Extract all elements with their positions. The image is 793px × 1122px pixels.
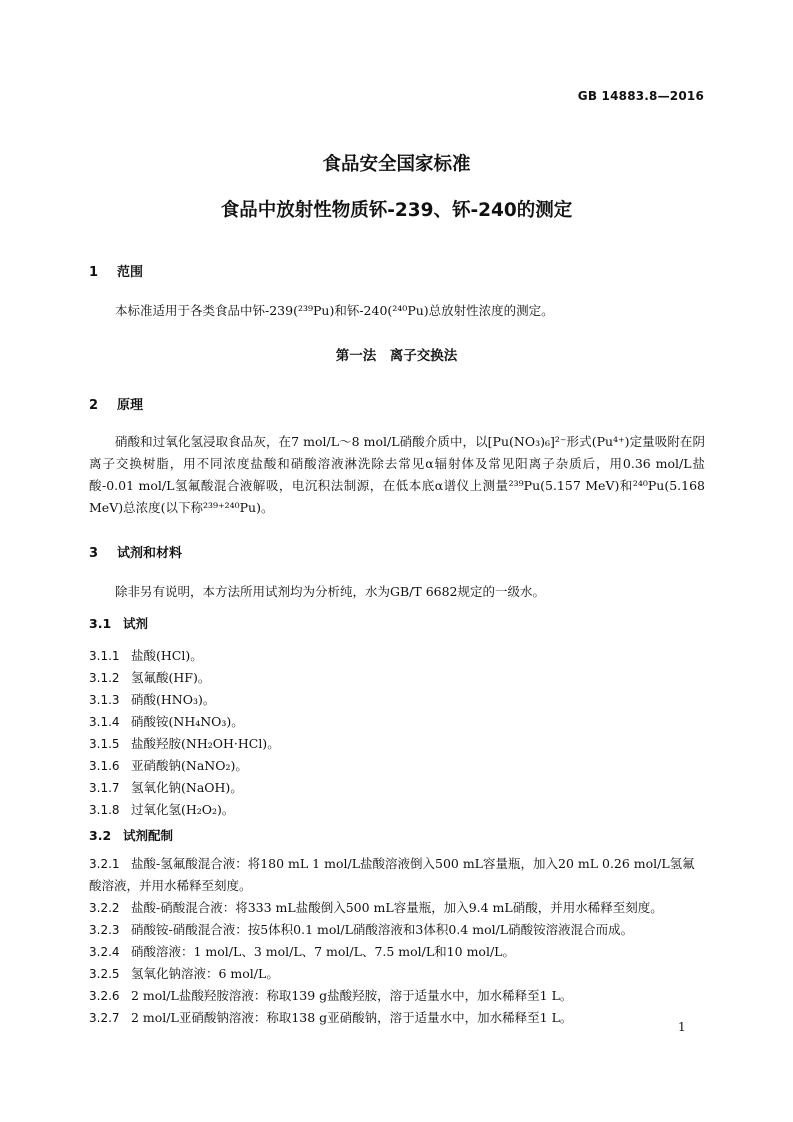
section-number: 3.1 (89, 616, 112, 631)
section-3-heading (89, 542, 182, 561)
list-item: 3.2.7 2 mol/L亚硝酸钠溶液：称取138 g亚硝酸钠，溶于适量水中，加水稀释至1 L。 (89, 1010, 573, 1025)
section-title: 试剂 (123, 616, 149, 631)
section-title: 试剂和材料 (117, 546, 183, 561)
section-2-text: 硝酸和过氧化氢浸取食品灰，在7 mol/L～8 mol/L硝酸介质中，以[Pu(NO₃)₆]²⁻形式(Pu⁴⁺)定量吸附在阴离子交换树脂，用不同浓度盐酸和硝酸溶液淋洗除去常见α辐射体及常见阳离子杂质后，用0.36 mol/L盐酸-0.01 mol/L氢氟酸混合液解吸，电沉积法制源，在低本底α谱仪上测量²³⁹Pu(5.157 MeV)和²⁴⁰Pu(5.168 MeV)总浓度(以下称²³⁹⁺²⁴⁰Pu)。 (89, 434, 705, 515)
standard-code: GB 14883.8—2016 (577, 89, 704, 103)
section-title: 试剂配制 (123, 828, 174, 843)
section-number: 1 (89, 265, 99, 280)
list-item: 3.2.4 硝酸溶液：1 mol/L、3 mol/L、7 mol/L、7.5 mol/L和10 mol/L。 (89, 944, 515, 959)
list-item: 3.2.6 2 mol/L盐酸羟胺溶液：称取139 g盐酸羟胺，溶于适量水中，加水稀释至1 L。 (89, 988, 573, 1003)
page-number: 1 (678, 1020, 686, 1034)
list-item: 3.1.4 硝酸铵(NH₄NO₃)。 (89, 714, 244, 729)
list-item: 3.1.7 氢氧化钠(NaOH)。 (89, 780, 243, 795)
list-item: 3.1.6 亚硝酸钠(NaNO₂)。 (89, 758, 248, 773)
section-1-heading (89, 261, 143, 280)
list-item: 3.1.3 硝酸(HNO₃)。 (89, 692, 216, 707)
section-3-1-heading (89, 614, 148, 632)
section-number: 3 (89, 546, 99, 561)
list-item: 3.2.1 盐酸-氢氟酸混合液：将180 mL 1 mol/L盐酸溶液倒入500 mL容量瓶，加入20 mL 0.26 mol/L氢氟酸溶液，并用水稀释至刻度。 (89, 856, 695, 893)
list-item: 3.2.3 硝酸铵-硝酸混合液：按5体积0.1 mol/L硝酸溶液和3体积0.4 mol/L硝酸铵溶液混合而成。 (89, 922, 634, 937)
method-heading: 第一法 离子交换法 (335, 348, 458, 364)
section-number: 3.2 (89, 828, 112, 843)
list-item: 3.1.8 过氧化氢(H₂O₂)。 (89, 802, 235, 817)
list-item: 3.1.2 氢氟酸(HF)。 (89, 670, 211, 685)
document-subtitle: 食品中放射性物质钚-239、钚-240的测定 (220, 200, 573, 221)
section-3-text: 除非另有说明，本方法所用试剂均为分析纯，水为GB/T 6682规定的一级水。 (115, 584, 546, 599)
list-item: 3.2.5 氢氧化钠溶液：6 mol/L。 (89, 966, 279, 981)
section-2-heading (89, 394, 143, 413)
list-item: 3.2.2 盐酸-硝酸混合液：将333 mL盐酸倒入500 mL容量瓶，加入9.4 mL硝酸，并用水稀释至刻度。 (89, 900, 663, 915)
section-title: 原理 (117, 398, 144, 413)
section-title: 范围 (117, 265, 144, 280)
list-item: 3.1.5 盐酸羟胺(NH₂OH·HCl)。 (89, 736, 280, 751)
section-3-2-heading (89, 826, 173, 844)
document-title: 食品安全国家标准 (322, 154, 471, 175)
section-1-text: 本标准适用于各类食品中钚-239(²³⁹Pu)和钚-240(²⁴⁰Pu)总放射性浓度的测定。 (115, 303, 554, 318)
list-item: 3.1.1 盐酸(HCl)。 (89, 648, 203, 663)
section-number: 2 (89, 398, 99, 413)
